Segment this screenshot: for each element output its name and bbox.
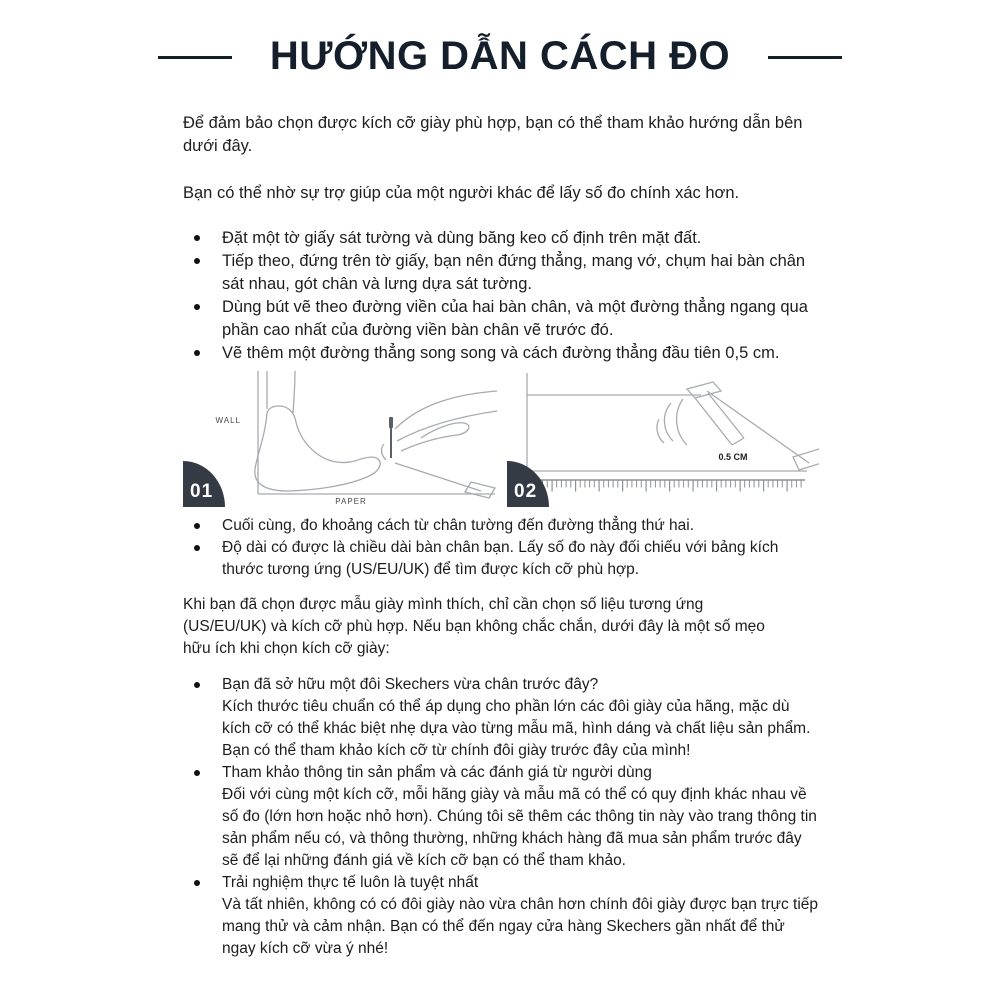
pen-icon (389, 417, 393, 428)
step-text: Đặt một tờ giấy sát tường và dùng băng keo cố định trên mặt đất. (222, 229, 702, 247)
list-item (183, 674, 819, 762)
step-text: Tiếp theo, đứng trên tờ giấy, bạn nên đứng thẳng, mang vớ, chụm hai bàn chân sát nhau, gót chân và lưng dựa sát tường. (222, 252, 806, 293)
tip-title: Bạn đã sở hữu một đôi Skechers vừa chân trước đây? (222, 676, 599, 693)
result-steps-list (183, 515, 819, 581)
hand-line-2 (677, 399, 687, 445)
hand-line-3 (657, 419, 664, 443)
bullet-dot (194, 523, 200, 529)
list-item (183, 537, 819, 581)
figure-number: 02 (514, 481, 538, 502)
paper-corner (793, 449, 819, 470)
bullet-dot (194, 350, 200, 356)
intro-paragraph-2: Bạn có thể nhờ sự trợ giúp của một người khác để lấy số đo chính xác hơn. (183, 184, 740, 202)
bullet-dot (194, 682, 200, 688)
list-item (183, 762, 819, 872)
bullet-dot (194, 770, 200, 776)
tip-title: Trải nghiệm thực tế luôn là tuyệt nhất (222, 874, 479, 891)
step-text: Vẽ thêm một đường thẳng song song và cách đường thẳng đầu tiên 0,5 cm. (222, 344, 780, 362)
page-header (0, 34, 1000, 79)
tip-title: Tham khảo thông tin sản phẩm và các đánh giá từ người dùng (222, 764, 652, 781)
diagram-row (183, 365, 819, 505)
wall-label: WALL (215, 416, 241, 425)
page-title: HƯỚNG DẪN CÁCH ĐO (269, 34, 731, 78)
foot-tracing-diagram (183, 365, 507, 505)
bullet-dot (194, 545, 200, 551)
hand-finger-line-1 (395, 391, 497, 429)
bullet-dot (194, 258, 200, 264)
list-item (183, 342, 819, 365)
step-text: Dùng bút vẽ theo đường viền của hai bàn chân, và một đường thẳng ngang qua phần cao nhất của đường viền bàn chân vẽ trước đó. (222, 298, 808, 339)
bullet-dot (194, 235, 200, 241)
hand-line-1 (664, 403, 673, 441)
tips-list (183, 674, 819, 960)
list-item (183, 515, 819, 537)
step-text: Cuối cùng, đo khoảng cách từ chân tường đến đường thẳng thứ hai. (222, 517, 695, 534)
list-item (183, 872, 819, 960)
hand-thumb-line (401, 423, 469, 451)
list-item (183, 296, 819, 342)
paper-label: PAPER (335, 497, 367, 505)
bullet-dot (194, 880, 200, 886)
pen-tip-line (390, 428, 392, 458)
title-rule-right (768, 56, 842, 59)
tip-body: Đối với cùng một kích cỡ, mỗi hãng giày và mẫu mã có thể có quy định khác nhau về số đo (lớn hơn hoặc nhỏ hơn). Chúng tôi sẽ thêm các thông tin này vào trang thông tin sản phẩm nếu có, và thông thường, những khách hàng đã mua sản phẩm trước đây sẽ để lại những đánh giá về kích cỡ bạn có thể tham khảo. (222, 786, 817, 869)
parallel-line-diagram (507, 365, 819, 505)
foot-outline (255, 406, 380, 491)
step-text: Độ dài có được là chiều dài bàn chân bạn. Lấy số đo này đối chiếu với bảng kích thước tương ứng (US/EU/UK) để tìm được kích cỡ phù hợp. (222, 539, 779, 578)
list-item (183, 227, 819, 250)
measure-steps-list (183, 227, 819, 365)
ruler (527, 480, 805, 486)
bullet-dot (194, 304, 200, 310)
pen-cap (687, 382, 721, 398)
results-section (183, 515, 819, 960)
pen-side-2 (708, 393, 744, 438)
tips-intro-paragraph: Khi bạn đã chọn được mẫu giày mình thích, chỉ cần chọn số liệu tương ứng (US/EU/UK) và kích cỡ phù hợp. Nếu bạn không chắc chắn, dưới đây là một số mẹo hữu ích khi chọn kích cỡ giày: (183, 596, 765, 657)
tip-body: Và tất nhiên, không có có đôi giày nào vừa chân hơn chính đôi giày được bạn trực tiếp mang thử và cảm nhận. Bạn có thể đến ngay cửa hàng Skechers gần nhất để thử ngay kích cỡ vừa ý nhé! (222, 896, 819, 957)
intro-paragraph-1: Để đảm bảo chọn được kích cỡ giày phù hợp, bạn có thể tham khảo hướng dẫn bên dưới đây. (183, 114, 803, 155)
guide-content (183, 112, 819, 960)
leg-front-line (293, 371, 295, 413)
pen-nib (732, 438, 744, 445)
figure-number: 01 (190, 481, 214, 502)
list-item (183, 250, 819, 296)
figure-01 (183, 365, 507, 505)
tip-body: Kích thước tiêu chuẩn có thể áp dụng cho phần lớn các đôi giày của hãng, mặc dù kích cỡ có thể khác biệt nhẹ dựa vào từng mẫu mã, hình dáng và chất liệu sản phẩm. Bạn có thể tham khảo kích cỡ từ chính đôi giày trước đây của mình! (222, 698, 811, 759)
intro-section (183, 112, 819, 365)
measure-label: 0.5 CM (718, 452, 748, 462)
figure-02 (507, 365, 819, 505)
trace-arrow (382, 444, 386, 460)
title-rule-left (158, 56, 232, 59)
